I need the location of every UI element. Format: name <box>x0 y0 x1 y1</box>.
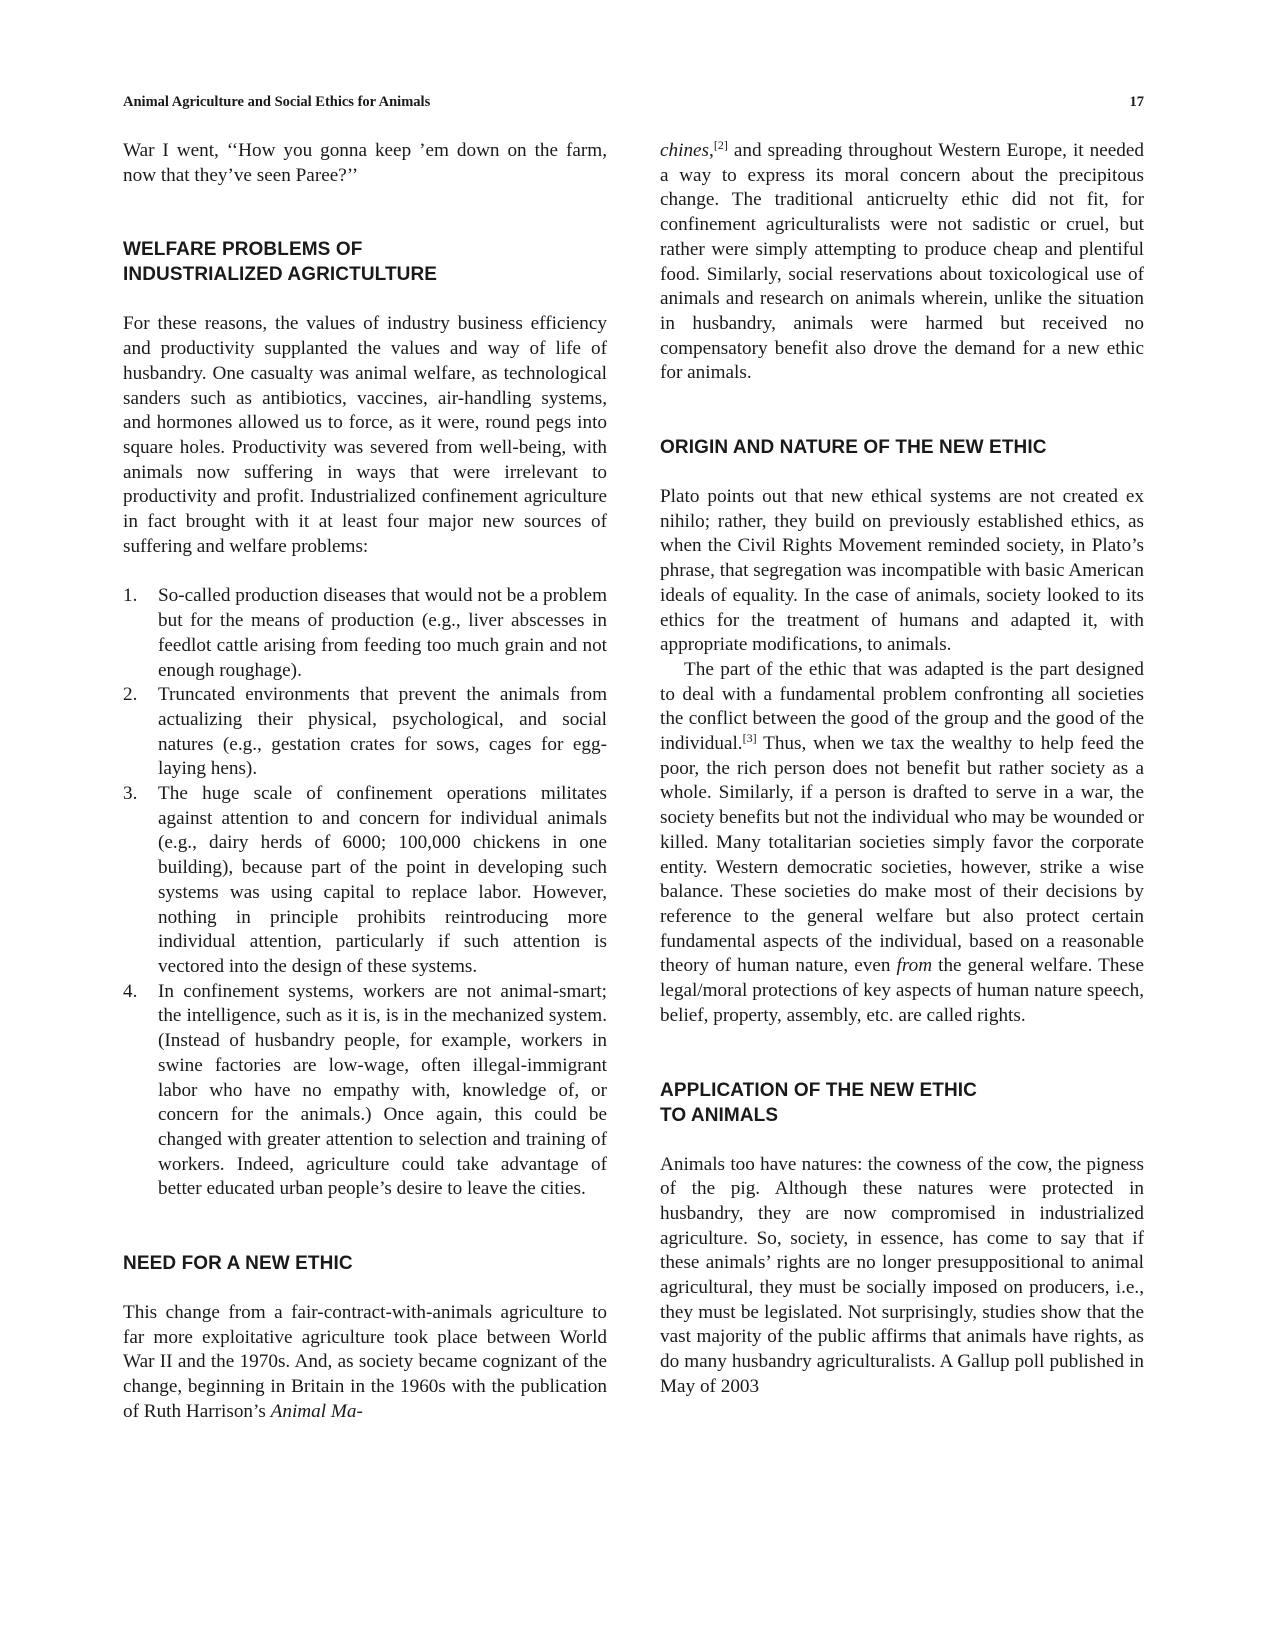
paragraph-application: Animals too have natures: the cowness of the cow, the pigness of the pig. Although these natures were protected in husbandry, they are now compromised in industrialized agriculture. So, society, in essence, has come to say that if these animals’ rights are no longer presuppositional to animal agricultural, they must be socially imposed on producers, i.e., they must be legislated. Not surprisingly, studies show that the vast majority of the public affirms that animals have rights, as do many husbandry agriculturalists. A Gallup poll published in May of 2003 <box>660 1153 1144 1397</box>
paragraph-intro: War I went, ‘‘How you gonna keep ’em down on the farm, now that they’ve seen Paree?’’ <box>123 140 607 186</box>
paragraph-welfare: For these reasons, the values of industry business efficiency and productivity supplanted the values and way of life of husbandry. One casualty was animal welfare, as technological sanders such as antibiotics, vaccines, air-handling systems, and hormones allowed us to force, as it were, round pegs into square holes. Productivity was severed from well-being, with animals now suffering in ways that were irrelevant to productivity and profit. Industrialized confinement agriculture in fact brought with it at least four major new sources of suffering and welfare problems: <box>123 313 607 557</box>
list-number: 3. <box>123 783 138 805</box>
heading-line: TO ANIMALS <box>660 1104 779 1126</box>
list-number: 2. <box>123 684 138 706</box>
section-heading-need: NEED FOR A NEW ETHIC <box>123 1253 353 1275</box>
italic-title: chines, <box>660 140 714 161</box>
list-number: 4. <box>123 980 138 1002</box>
citation-ref: [3] <box>742 731 757 746</box>
right-column <box>660 139 1144 1400</box>
welfare-problems-list <box>123 584 607 1202</box>
list-text: In confinement systems, workers are not animal-smart; the intelligence, such as it is, is in the mechanized system. (Instead of husbandry people, for example, workers in swine factories are low-wage, often illegal-immigrant labor who have no empathy with, knowledge of, or concern for the animals.) Once again, this could be changed with greater attention to selection and training of workers. Indeed, agriculture could take advantage of better educated urban people’s desire to leave the cities. <box>158 980 607 1200</box>
paragraph-text: and spreading throughout Western Europe, it needed a way to express its moral concern about the precipitous change. The traditional anticruelty ethic did not fit, for confinement agriculturalists were not sadistic or cruel, but rather were simply attempting to produce cheap and plentiful food. Similarly, social reservations about toxicological use of animals and research on animals wherein, unlike the situation in husbandry, animals were harmed but received no compensatory benefit also drove the demand for a new ethic for animals. <box>660 140 1144 384</box>
running-header <box>123 94 1144 114</box>
section-heading-origin: ORIGIN AND NATURE OF THE NEW ETHIC <box>660 437 1047 459</box>
heading-line: WELFARE PROBLEMS OF <box>123 239 363 261</box>
left-column <box>123 139 607 1425</box>
list-text: So-called production diseases that would not be a problem but for the means of production (e.g., liver abscesses in feedlot cattle arising from feeding too much grain and not enough roughage). <box>158 585 607 681</box>
heading-line: INDUSTRIALIZED AGRICTULTURE <box>123 264 438 286</box>
paragraph-text: This change from a fair-contract-with-animals agriculture to far more exploitative agriculture took place between World War II and the 1970s. And, as society became cognizant of the change, beginning in Britain in the 1960s with the publication of Ruth Harrison’s <box>123 1302 607 1422</box>
list-item <box>123 683 607 782</box>
italic-word: from <box>896 955 933 977</box>
paragraph-text: Thus, when we tax the wealthy to help feed the poor, the rich person does not benefit but rather society as a whole. Similarly, if a person is drafted to serve in a war, the society benefits but not the individual who may be wounded or killed. Many totalitarian societies simply favor the corporate entity. Western democratic societies, however, strike a wise balance. These societies do make most of their decisions by reference to the general welfare but also protect certain fundamental aspects of the individual, based on a reasonable theory of human nature, even <box>660 733 1144 977</box>
list-text: Truncated environments that prevent the animals from actualizing their physical, psychological, and social natures (e.g., gestation crates for sows, cages for egg-laying hens). <box>158 684 607 780</box>
paragraph-part <box>660 658 1144 1029</box>
italic-title: Animal Ma- <box>270 1400 363 1422</box>
list-item <box>123 782 607 980</box>
list-item <box>123 584 607 683</box>
list-item <box>123 980 607 1202</box>
section-heading-welfare <box>123 237 607 287</box>
paragraph-text: the general welfare. These legal/moral protections of key aspects of human nature speech, belief, property, assembly, etc. are called rights. <box>660 955 1144 1026</box>
paragraph-origin: Plato points out that new ethical systems are not created ex nihilo; rather, they build on previously established ethics, as when the Civil Rights Movement reminded society, in Plato’s phrase, that segregation was incompatible with basic American ideals of equality. In the case of animals, society looked to its ethics for the treatment of humans and adapted it, with appropriate modifications, to animals. <box>660 486 1144 656</box>
section-heading-application <box>660 1078 1144 1128</box>
running-title: Animal Agriculture and Social Ethics for Animals <box>123 94 431 110</box>
list-number: 1. <box>123 585 138 607</box>
paragraph-need <box>123 1301 607 1425</box>
citation-ref: [2] <box>713 138 728 152</box>
list-text: The huge scale of confinement operations militates against attention to and concern for individual animals (e.g., dairy herds of 6000; 100,000 chickens in one building), because part of the point in developing such systems was using capital to replace labor. However, nothing in principle prohibits reintroducing more individual attention, particularly if such attention is vectored into the design of these systems. <box>158 783 607 977</box>
page-number: 17 <box>1129 94 1144 110</box>
paragraph-text: The part of the ethic that was adapted is the part designed to deal with a fundamental problem confronting all societies the conflict between the good of the group and the good of the individual. <box>660 658 1144 755</box>
heading-line: APPLICATION OF THE NEW ETHIC <box>660 1079 977 1101</box>
paragraph-continued <box>660 139 1144 386</box>
